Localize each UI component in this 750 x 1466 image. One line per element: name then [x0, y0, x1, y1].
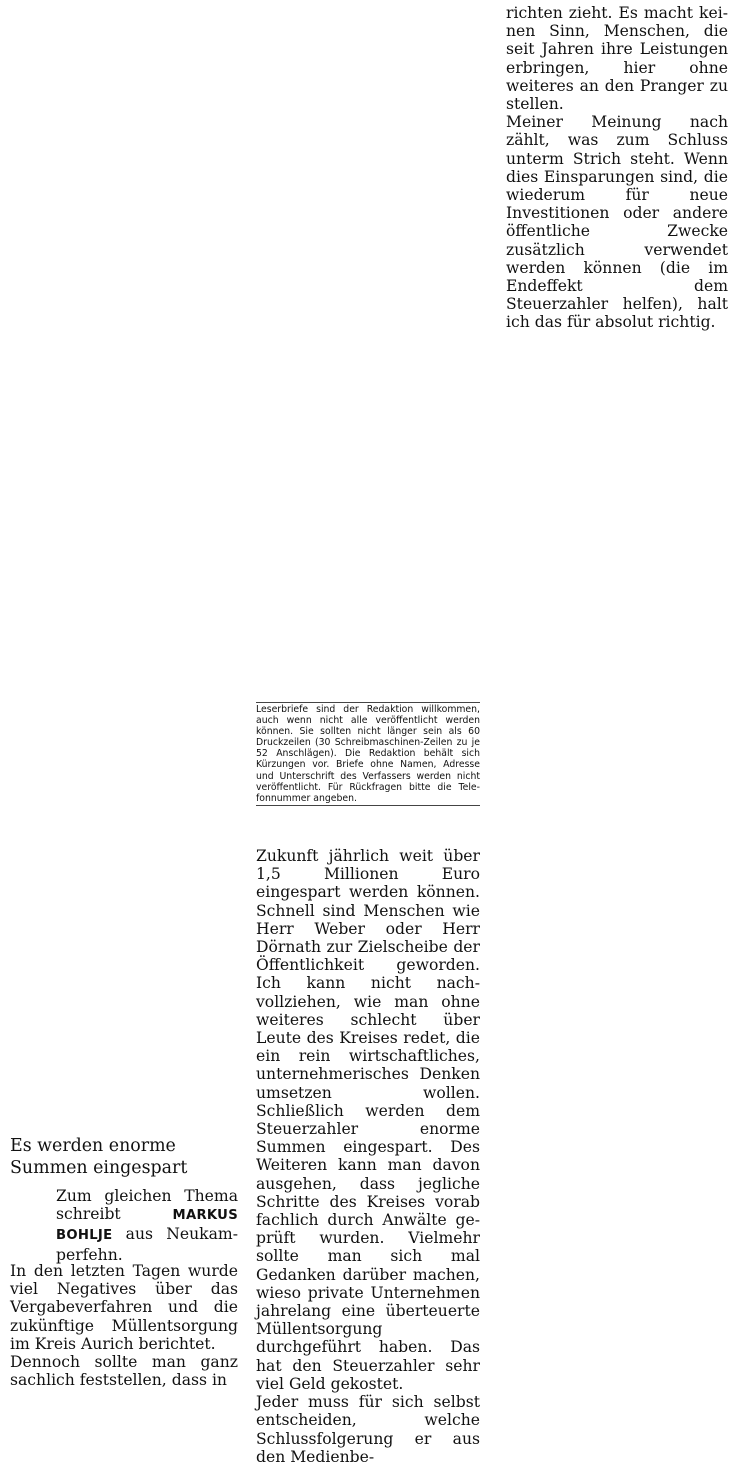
- notice-text: Leserbriefe sind der Redaktion willkommen, auch wenn nicht alle veröffentlicht werden können. Sie sollten nicht länger sein als 60 Druckzeilen (30 Schreibmaschinen-Zeilen zu je 52 Anschlägen). Die Redaktion behält sich Kürzungen vor. Briefe ohne Namen, Adresse und Unterschrift des Verfassers werden nicht veröffentlicht. Für Rückfragen bitte die Telefonnummer angeben.: [256, 704, 480, 804]
- left-paragraph-1: In den letzten Tagen wurde viel Negatives über das Vergabeverfahren und die zukünftige Müllentsorgung im Kreis Aurich berichtet.: [10, 1262, 238, 1353]
- byline-prefix: Zum gleichen Thema schreibt: [56, 1187, 238, 1224]
- letter-byline: [10, 1187, 238, 1264]
- letter-header: [10, 1136, 238, 1264]
- middle-paragraph-1: Zukunft jährlich weit über 1,5 Millionen Euro eingespart werden können. Schnell sind Menschen wie Herr Weber oder Herr Dörnath zur Zielscheibe der Öffentlichkeit geworden. Ich kann nicht nachvollziehen, wie man ohne weiteres schlecht über Leute des Kreises redet, die ein rein wirtschaftliches, unternehmerisches Denken umsetzen wollen. Schließlich werden dem Steuerzahler enorme Summen eingespart. Des Weiteren kann man davon ausgehen, dass jegliche Schritte des Kreises vorab fachlich durch Anwälte geprüft wurden. Vielmehr sollte man sich mal Gedanken darüber machen, wieso private Unternehmen jahrelang eine überteuerte Müllentsorgung durchgeführt haben. Das hat den Steuerzahler sehr viel Geld gekostet.: [256, 847, 480, 1393]
- right-paragraph-2: Meiner Meinung nach zählt, was zum Schluss unterm Strich steht. Wenn dies Einsparungen sind, die wiederum für neue Investitionen oder andere öffentliche Zwecke zusätzlich verwendet werden können (die im Endeffekt dem Steuerzahler helfen), halt ich das für absolut richtig.: [506, 113, 728, 332]
- left-column: [10, 1262, 238, 1389]
- right-paragraph-1: richten zieht. Es macht keinen Sinn, Menschen, die seit Jahren ihre Leistungen erbringen, hier ohne weiteres an den Pranger zu stellen.: [506, 4, 728, 114]
- letter-title: Es werden enorme Summen eingespart: [10, 1136, 188, 1178]
- middle-paragraph-2: Jeder muss für sich selbst entscheiden, welche Schlussfolgerung er aus den Medienbe-: [256, 1393, 480, 1466]
- left-paragraph-2: Dennoch sollte man ganz sachlich feststellen, dass in: [10, 1353, 238, 1390]
- middle-column: [256, 847, 480, 1466]
- right-column: [506, 4, 728, 332]
- author-name: MARKUS BOHLJE: [56, 1208, 238, 1244]
- byline-suffix: aus Neukamperfehn.: [56, 1225, 238, 1264]
- reader-letter-notice: [256, 702, 480, 806]
